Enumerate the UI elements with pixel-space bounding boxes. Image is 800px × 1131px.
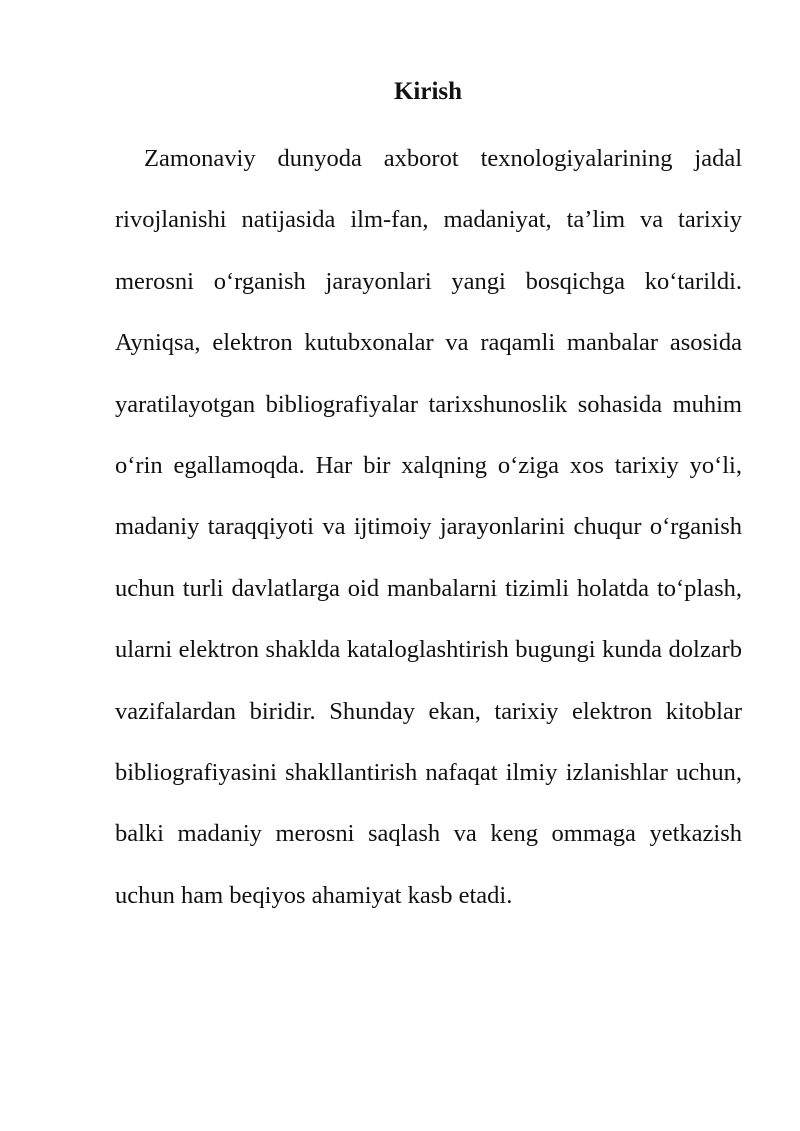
section-heading: Kirish: [393, 78, 463, 105]
introduction-paragraph: Zamonaviy dunyoda axborot texnologiyalarining jadal rivojlanishi natijasida ilm-fan, madaniyat, ta’lim va tarixiy merosni o‘rganish jarayonlari yangi bosqichga ko‘tarildi. Ayniqsa, elektron kutubxonalar va raqamli manbalar asosida yaratilayotgan bibliografiyalar tarixshunoslik sohasida muhim o‘rin egallamoqda. Har bir xalqning o‘ziga xos tarixiy yo‘li, madaniy taraqqiyoti va ijtimoiy jarayonlarini chuqur o‘rganish uchun turli davlatlarga oid manbalarni tizimli holatda to‘plash, ularni elektron shaklda kataloglashtirish bugungi kunda dolzarb vazifalardan biridir. Shunday ekan, tarixiy elektron kitoblar bibliografiyasini shakllantirish nafaqat ilmiy izlanishlar uchun, balki madaniy merosni saqlash va keng ommaga yetkazish uchun ham beqiyos ahamiyat kasb etadi.: [115, 145, 742, 909]
